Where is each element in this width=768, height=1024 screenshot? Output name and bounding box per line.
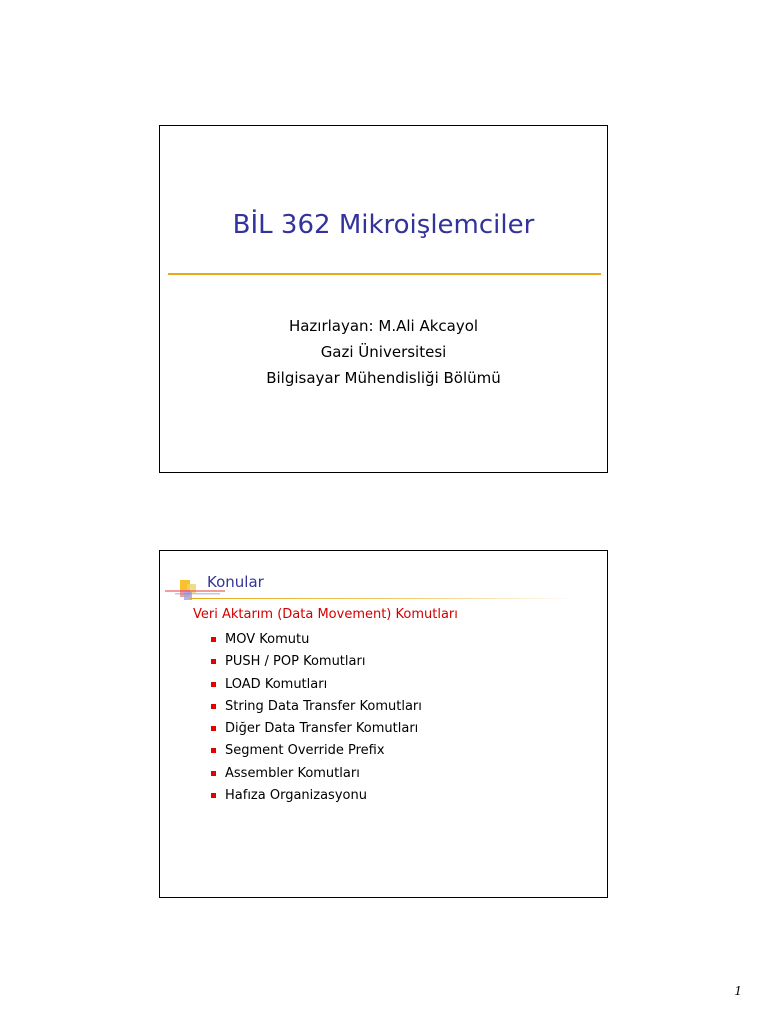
square-bullet-icon [211, 771, 216, 776]
list-item: LOAD Komutları [210, 674, 422, 696]
slide-topics [159, 550, 608, 898]
topic-list [210, 629, 422, 807]
slide-subtitle [160, 313, 607, 391]
topic-heading: Veri Aktarım (Data Movement) Komutları [193, 607, 458, 622]
square-bullet-icon [211, 704, 216, 709]
page-number: 1 [734, 984, 742, 998]
square-bullet-icon [211, 637, 216, 642]
square-bullet-icon [211, 726, 216, 731]
list-item: String Data Transfer Komutları [210, 696, 422, 718]
list-item: Hafıza Organizasyonu [210, 785, 422, 807]
square-bullet-icon [211, 748, 216, 753]
slide-title [159, 125, 608, 473]
slide-title-heading: BİL 362 Mikroişlemciler [232, 210, 535, 240]
list-item: MOV Komutu [210, 629, 422, 651]
department-line: Bilgisayar Mühendisliği Bölümü [266, 369, 501, 387]
square-bullet-icon [211, 659, 216, 664]
author-line: Hazırlayan: M.Ali Akcayol [288, 317, 479, 335]
list-item: Diğer Data Transfer Komutları [210, 718, 422, 740]
university-line: Gazi Üniversitesi [320, 343, 447, 361]
list-item: PUSH / POP Komutları [210, 651, 422, 673]
heading-underline [190, 598, 577, 599]
square-bullet-icon [211, 682, 216, 687]
slide-topics-heading: Konular [207, 573, 264, 591]
list-item: Segment Override Prefix [210, 740, 422, 762]
square-bullet-icon [211, 793, 216, 798]
list-item: Assembler Komutları [210, 763, 422, 785]
title-underline [168, 273, 601, 275]
